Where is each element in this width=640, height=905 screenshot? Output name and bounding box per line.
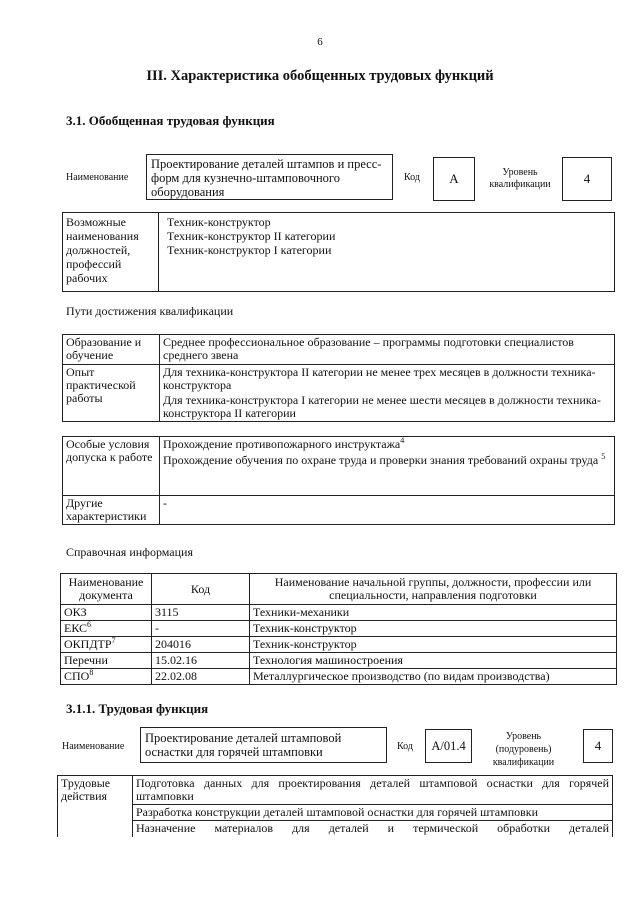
conditions-table bbox=[62, 436, 615, 525]
other-value: - bbox=[160, 496, 615, 525]
position-item: Техник-конструктор bbox=[167, 215, 271, 229]
education-table bbox=[62, 334, 615, 422]
tf-heading: 3.1.1. Трудовая функция bbox=[66, 701, 209, 716]
table-row bbox=[58, 821, 613, 838]
table-row: ЕКС$^6$ - Техник-конструктор bbox=[61, 621, 617, 637]
gtf-name-box: Проектирование деталей штампов и пресс-форм для кузнечно-штамповочного оборудования bbox=[146, 154, 393, 200]
conditions-label: Особые условия допуска к работе bbox=[63, 437, 160, 496]
positions-list bbox=[167, 215, 607, 257]
table-row bbox=[63, 335, 615, 365]
table-row bbox=[63, 365, 615, 422]
table-row bbox=[63, 496, 615, 525]
tf-name-label: Наименование bbox=[62, 741, 125, 752]
gtf-name-label: Наименование bbox=[66, 172, 129, 183]
reference-table bbox=[60, 573, 617, 685]
position-item: Техник-конструктор I категории bbox=[167, 243, 332, 257]
action-item: Разработка конструкции деталей штамповой оснастки для горячей штамповки bbox=[132, 805, 612, 821]
condition-item: Прохождение обучения по охране труда и проверки знания требований охраны труда $^5$ bbox=[163, 452, 606, 467]
table-row bbox=[61, 574, 617, 605]
gtf-code-box: А bbox=[433, 157, 475, 201]
action-item: Назначение материалов для деталей и термической обработки деталей bbox=[135, 821, 609, 835]
table-row: ОКЗ 3115 Техники-механики bbox=[61, 605, 617, 621]
col-header-name: Наименование начальной группы, должности, профессии или специальности, направления подготовки bbox=[250, 574, 617, 605]
actions-table bbox=[57, 775, 613, 837]
position-item: Техник-конструктор II категории bbox=[167, 229, 336, 243]
table-row bbox=[58, 805, 613, 821]
experience-value-1: Для техника-конструктора II категории не менее трех месяцев в должности техника-конструктора bbox=[163, 365, 596, 392]
tf-level-label: Уровень (подуровень) квалификации bbox=[492, 731, 555, 768]
education-value: Среднее профессиональное образование – программы подготовки специалистов среднего звена bbox=[160, 335, 615, 365]
table-row bbox=[58, 776, 613, 805]
condition-item: Прохождение противопожарного инструктажа$^4$ bbox=[163, 436, 405, 451]
paths-heading: Пути достижения квалификации bbox=[66, 304, 234, 318]
section-title: III. Характеристика обобщенных трудовых функций bbox=[146, 68, 494, 84]
page-number: 6 bbox=[317, 36, 323, 48]
tf-code-box: А/01.4 bbox=[425, 729, 472, 763]
experience-label: Опыт практической работы bbox=[63, 365, 160, 422]
table-row: ОКПДТР$^7$ 204016 Техник-конструктор bbox=[61, 637, 617, 653]
action-item: Подготовка данных для проектирования деталей штамповой оснастки для горячей штамповки bbox=[135, 776, 609, 803]
education-label: Образование и обучение bbox=[63, 335, 160, 365]
ref-heading: Справочная информация bbox=[66, 545, 193, 559]
other-label: Другие характеристики bbox=[63, 496, 160, 525]
col-header-doc: Наименование документа bbox=[61, 574, 152, 605]
gtf-heading: 3.1. Обобщенная трудовая функция bbox=[66, 113, 275, 128]
experience-value-2: Для техника-конструктора I категории не менее шести месяцев в должности техника-конструктора II категории bbox=[163, 393, 601, 420]
gtf-level-box: 4 bbox=[562, 157, 612, 201]
tf-level-box: 4 bbox=[583, 729, 613, 763]
tf-name-box: Проектирование деталей штамповой оснастки для горячей штамповки bbox=[140, 727, 387, 763]
actions-label: Трудовые действия bbox=[58, 776, 133, 838]
col-header-code: Код bbox=[152, 574, 250, 605]
gtf-code-label: Код bbox=[404, 172, 420, 183]
table-row: СПО$^8$ 22.02.08 Металлургическое производство (по видам производства) bbox=[61, 669, 617, 685]
tf-code-label: Код bbox=[397, 741, 413, 752]
positions-label: Возможные наименования должностей, профессий рабочих bbox=[66, 215, 139, 285]
table-row: Перечни 15.02.16 Технология машиностроения bbox=[61, 653, 617, 669]
table-row bbox=[63, 437, 615, 496]
gtf-level-label: Уровень квалификации bbox=[489, 167, 551, 190]
